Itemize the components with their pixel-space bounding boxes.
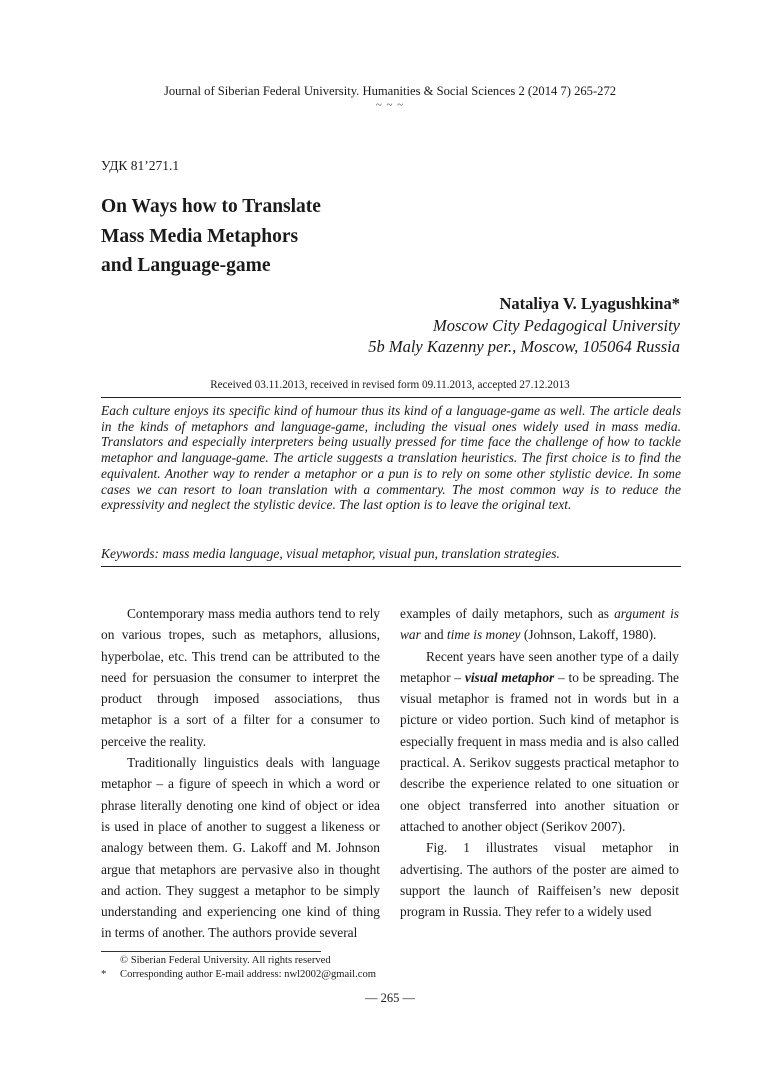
- udk-code: УДК 81’271.1: [101, 158, 180, 173]
- keywords: Keywords: mass media language, visual metaphor, visual pun, translation strategies.: [101, 546, 560, 561]
- copyright-footnote: © Siberian Federal University. All rights reserved: [120, 955, 331, 966]
- paragraph: Recent years have seen another type of a daily metaphor – visual metaphor – to be spreading. The visual metaphor is framed not in words but in a picture or video portion. Such kind of metaphor is especially frequent in mass media and is also called practical. A. Serikov suggests practical metaphor to describe the experience related to one situation or one object transferred into another situation or attached to another object (Serikov 2007).: [400, 648, 679, 834]
- header-ornament: ~ ~ ~: [375, 99, 405, 111]
- abstract-bottom-rule: [101, 566, 681, 567]
- title-line: On Ways how to Translate: [101, 196, 321, 217]
- received-dates: Received 03.11.2013, received in revised form 09.11.2013, accepted 27.12.2013: [210, 379, 570, 391]
- author-name: Nataliya V. Lyagushkina*: [499, 294, 680, 313]
- journal-header: Journal of Siberian Federal University. Humanities & Social Sciences 2 (2014 7) 265-272: [163, 84, 617, 98]
- corresponding-footnote: * Corresponding author E-mail address: nwl2002@gmail.com: [101, 969, 377, 980]
- page-number: — 265 —: [365, 991, 415, 1005]
- body-column-left: [101, 603, 380, 944]
- author-address: 5b Maly Kazenny per., Moscow, 105064 Russia: [368, 337, 680, 356]
- article-title: [101, 192, 321, 281]
- abstract: Each culture enjoys its specific kind of humour thus its kind of a language-game as well. The article deals in the kinds of metaphors and language-game, including the visual ones widely used in mass media. Translators and especially interpreters being usually pressed for time face the challenge of how to tackle metaphor and language-game. The article suggests a translation heuristics. The first choice is to find the equivalent. Another way to render a metaphor or a pun is to rely on some other stylistic device. In some cases we can resort to loan translation with a commentary. The most common way is to reduce the expressivity and neglect the stylistic device. The last option is to leave the original text.: [101, 403, 681, 513]
- abstract-top-rule: [101, 397, 681, 398]
- author-affiliation: Moscow City Pedagogical University: [433, 315, 680, 335]
- paragraph: Traditionally linguistics deals with language metaphor – a figure of speech in which a word or phrase literally denoting one kind of object or idea is used in place of another to suggest a likeness or analogy between them. G. Lakoff and M. Johnson argue that metaphors are pervasive also in thought and action. They suggest a metaphor to be simply understanding and experiencing one kind of thing in terms of another. The authors provide several: [101, 755, 380, 941]
- author-block: [368, 293, 680, 358]
- paragraph: Contemporary mass media authors tend to rely on various tropes, such as metaphors, allusions, hyperbolae, etc. This trend can be attributed to the need for persuasion the consumer to interpret the product through imposed associations, thus metaphor is a sort of a filter for a consumer to perceive the reality.: [101, 606, 380, 749]
- body-column-right: [400, 603, 679, 922]
- paragraph: examples of daily metaphors, such as argument is war and time is money (Johnson, Lakoff, 1980).: [400, 606, 679, 643]
- paragraph: Fig. 1 illustrates visual metaphor in advertising. The authors of the poster are aimed to support the launch of Raiffeisen’s new deposit program in Russia. They refer to a widely used: [400, 840, 679, 920]
- footnote-rule: [101, 951, 321, 952]
- title-line: Mass Media Metaphors: [101, 225, 299, 247]
- title-line: and Language-game: [101, 255, 271, 276]
